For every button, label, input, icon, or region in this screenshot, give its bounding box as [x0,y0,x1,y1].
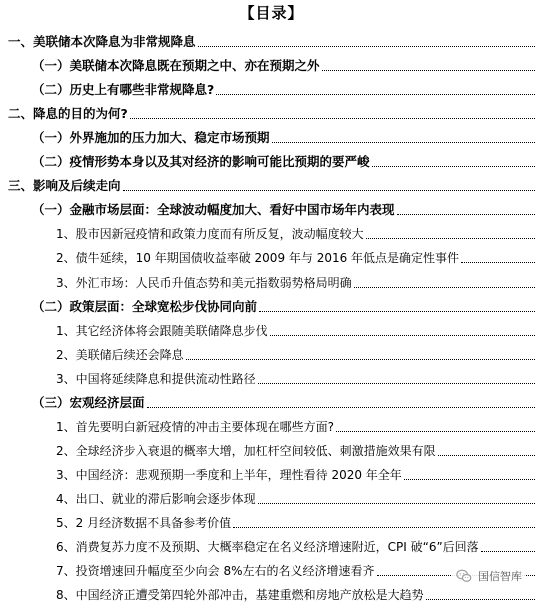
dot-leader [258,503,535,504]
toc-entry[interactable] [0,313,543,339]
toc-entry-text: 1、股市因新冠疫情和政策力度而有所反复，波动幅度较大 [56,227,364,242]
dot-leader [336,431,535,432]
dot-leader [354,287,535,288]
toc-entry-text: 1、首先要明白新冠疫情的冲击主要体现在哪些方面? [56,419,335,434]
toc-entry-text: （二）历史上有哪些非常规降息? [32,82,215,98]
toc-entry[interactable] [0,457,543,483]
toc-entry-text: 3、中国经济：悲观预期一季度和上半年，理性看待 2020 年全年 [56,467,402,482]
dot-leader [438,455,535,456]
toc-entry[interactable] [0,120,543,146]
toc-entry-text: 一、美联储本次降息为非常规降息 [8,34,196,49]
toc-entry[interactable] [0,144,543,170]
wechat-icon [455,567,473,585]
dot-leader [259,311,535,312]
toc-entry-text: 1、其它经济体将会跟随美联储降息步伐 [56,323,268,338]
dot-leader [461,262,535,263]
watermark [452,566,525,586]
dot-leader [186,359,535,360]
dot-leader [123,190,535,191]
toc-entry-text: （一）金融市场层面：全球波动幅度加大、看好中国市场年内表现 [32,202,395,218]
dot-leader [366,238,535,239]
toc-entry-text: （二）政策层面：全球宽松步伐协同向前 [32,298,258,314]
toc-entry-text: 3、外汇市场：人民币升值态势和美元指数弱势格局明确 [56,275,352,290]
dot-leader [233,527,535,528]
watermark-text: 国信智库 [478,570,522,583]
toc-entry-text: 2、债牛延续，10 年期国债收益率破 2009 年与 2016 年低点是确定性事件 [56,251,460,266]
toc-entry[interactable] [0,48,543,74]
dot-leader [397,214,535,215]
toc-entry[interactable] [0,481,543,507]
toc-entry[interactable] [0,265,543,291]
toc-entry[interactable] [0,409,543,435]
toc-entry-text: 8、中国经济正遭受第四轮外部冲击，基建重燃和房地产放松是大趋势 [56,588,424,603]
toc-entry[interactable] [0,433,543,459]
dot-leader [404,479,535,480]
toc-entry-text: 7、投资增速回升幅度至少向会 8%左右的名义经济增速看齐 [56,564,375,579]
toc-entry[interactable] [0,240,543,266]
toc-entry-text: （一）美联储本次降息既在预期之中、亦在预期之外 [32,58,320,74]
dot-leader [322,70,535,71]
toc-entry-text: 6、消费复苏力度不及预期、大概率稳定在名义经济增速附近，CPI 破“6”后回落 [56,540,479,555]
toc-entry-text: 2、美联储后续还会降息 [56,347,184,362]
toc-entry[interactable] [0,385,543,411]
dot-leader [198,46,535,47]
toc-entry-text: 3、中国将延续降息和提供流动性路径 [56,371,256,386]
toc-entry[interactable] [0,192,543,218]
toc-entry-text: 二、降息的目的为何? [8,106,128,122]
toc-entry[interactable] [0,337,543,363]
toc-title: 【目录】 [239,4,304,22]
dot-leader [270,335,535,336]
dot-leader [216,94,535,95]
toc-entry[interactable] [0,505,543,531]
toc-entry-text: 三、影响及后续走向 [8,178,121,194]
toc-entry[interactable] [0,96,543,122]
toc-entry[interactable] [0,289,543,315]
dot-leader [147,407,535,408]
dot-leader [372,166,535,167]
toc-entry-text: （一）外界施加的压力加大、稳定市场预期 [32,130,270,146]
dot-leader [426,599,535,600]
toc-entry-text: （二）疫情形势本身以及其对经济的影响可能比预期的要严峻 [32,154,370,170]
toc-entry-text: 4、出口、就业的滞后影响会逐步体现 [56,491,256,506]
toc-entry-text: 5、2 月经济数据不具备参考价值 [56,516,232,530]
dot-leader [130,118,535,119]
toc-entry[interactable] [0,24,543,50]
toc-entry[interactable] [0,72,543,98]
dot-leader [481,551,535,552]
toc-entry[interactable] [0,216,543,242]
toc-entry[interactable] [0,168,543,194]
toc-entry[interactable] [0,361,543,387]
toc-entry[interactable] [0,529,543,555]
dot-leader [258,383,535,384]
toc-entry-text: 2、全球经济步入衰退的概率大增，加杠杆空间较低、刺激措施效果有限 [56,443,436,458]
dot-leader [272,142,535,143]
toc-entry-text: （三）宏观经济层面 [32,394,145,410]
